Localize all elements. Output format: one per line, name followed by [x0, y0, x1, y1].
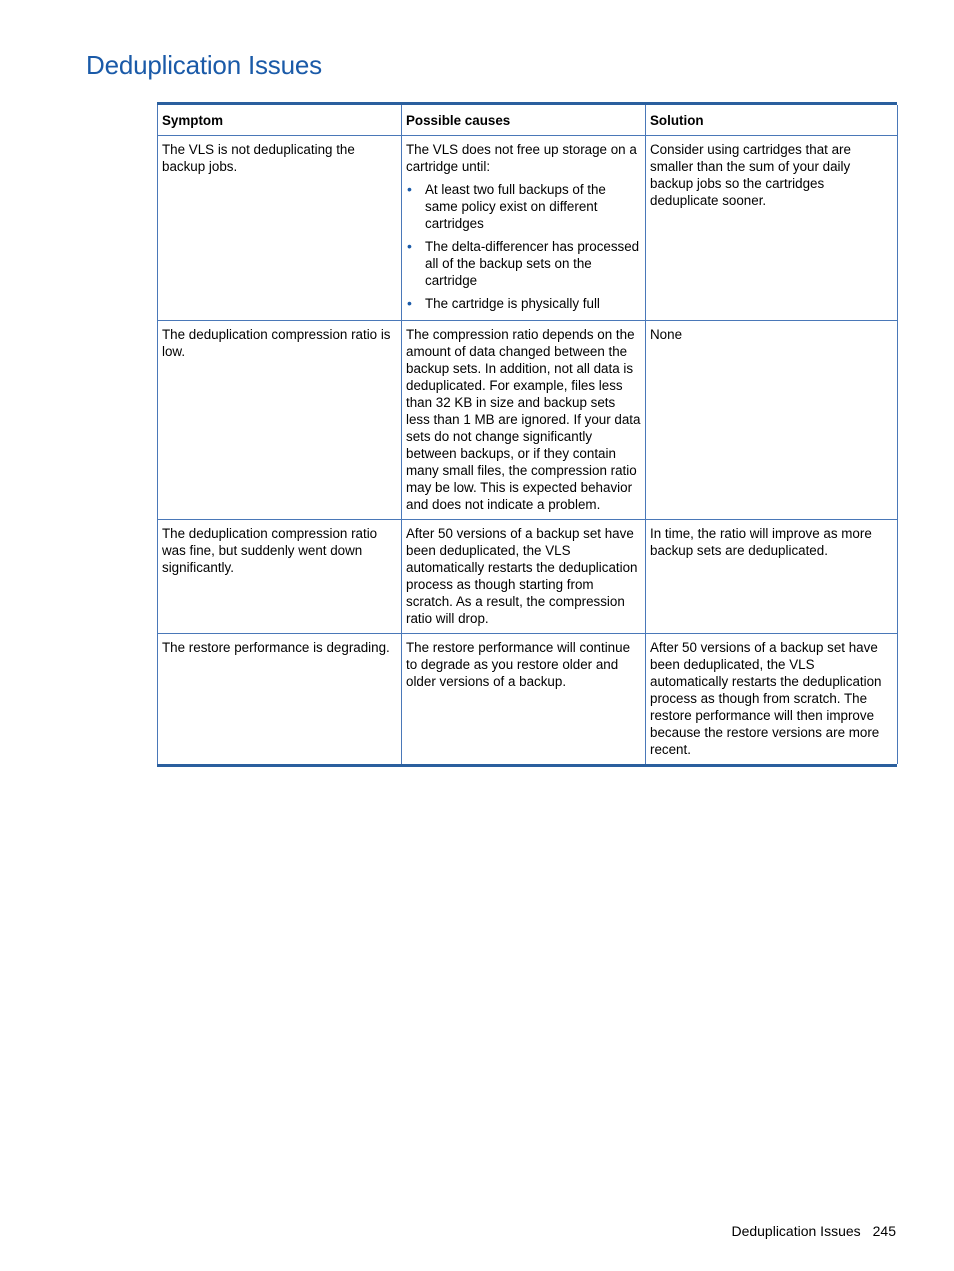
cause-bullet-list	[406, 181, 641, 312]
header-solution: Solution	[646, 105, 898, 136]
cause-cell	[402, 136, 646, 321]
table-header-row	[158, 105, 898, 136]
cause-cell: The compression ratio depends on the amount of data changed between the backup sets. In addition, not all data is deduplicated. For example, files less than 32 KB in size and backup sets less than 1 MB are ignored. If your data sets do not change significantly between backups, or if they contain many small files, the compression ratio may be low. This is expected behavior and does not indicate a problem.	[402, 321, 646, 520]
deduplication-issues-table	[157, 105, 898, 764]
cause-text: The VLS does not free up storage on a cartridge until:	[406, 142, 637, 174]
symptom-cell: The deduplication compression ratio is low.	[158, 321, 402, 520]
solution-cell: In time, the ratio will improve as more backup sets are deduplicated.	[646, 520, 898, 634]
table-row	[158, 136, 898, 321]
symptom-cell: The deduplication compression ratio was fine, but suddenly went down significantly.	[158, 520, 402, 634]
troubleshooting-table	[157, 102, 897, 767]
header-symptom: Symptom	[158, 105, 402, 136]
solution-cell: After 50 versions of a backup set have been deduplicated, the VLS automatically restarts the deduplication process as though from scratch. The restore performance will then improve because the restore versions are more recent.	[646, 634, 898, 765]
page-title: Deduplication Issues	[86, 50, 322, 80]
solution-cell: Consider using cartridges that are smaller than the sum of your daily backup jobs so the cartridges deduplicate sooner.	[646, 136, 898, 321]
symptom-cell: The VLS is not deduplicating the backup jobs.	[158, 136, 402, 321]
solution-cell: None	[646, 321, 898, 520]
cause-cell: The restore performance will continue to degrade as you restore older and older versions of a backup.	[402, 634, 646, 765]
page-number: 245	[872, 1223, 896, 1239]
table-row	[158, 634, 898, 765]
header-possible-causes: Possible causes	[402, 105, 646, 136]
list-item: • At least two full backups of the same policy exist on different cartridges	[425, 181, 641, 232]
table-row	[158, 520, 898, 634]
table-row	[158, 321, 898, 520]
list-item: • The cartridge is physically full	[425, 295, 641, 312]
footer-section-title: Deduplication Issues	[731, 1223, 861, 1239]
cause-cell: After 50 versions of a backup set have been deduplicated, the VLS automatically restarts the deduplication process as though starting from scratch. As a result, the compression ratio will drop.	[402, 520, 646, 634]
symptom-cell: The restore performance is degrading.	[158, 634, 402, 765]
page-footer	[731, 1223, 896, 1239]
list-item: • The delta-differencer has processed all of the backup sets on the cartridge	[425, 238, 641, 289]
